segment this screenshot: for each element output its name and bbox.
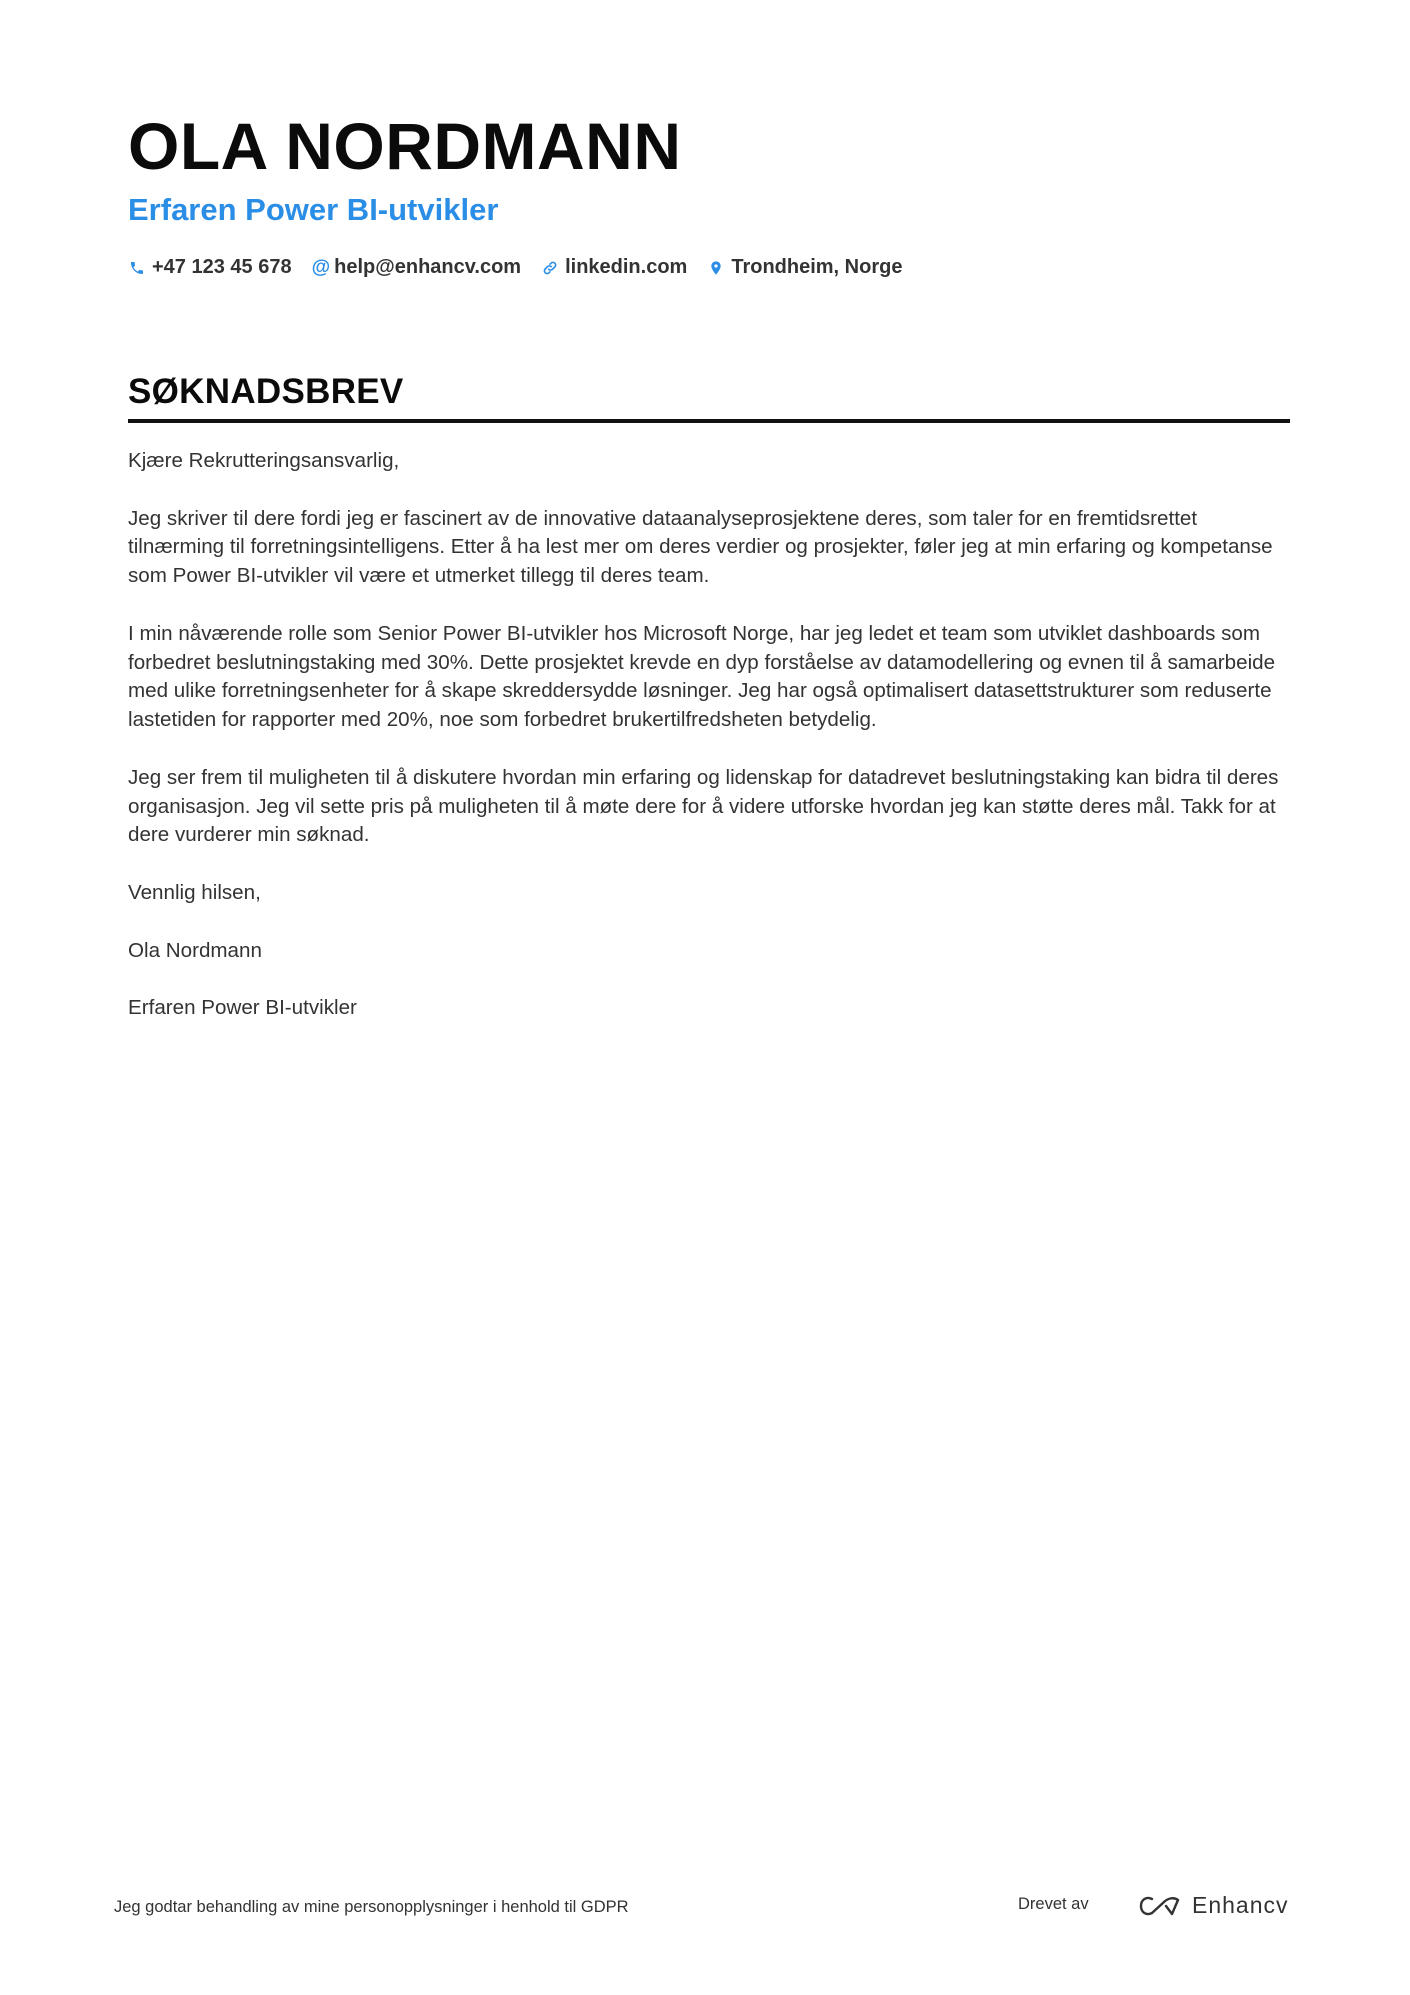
location-text: Trondheim, Norge	[731, 256, 903, 278]
email-text[interactable]: help@enhancv.com	[334, 256, 522, 278]
enhancv-logo-text: Enhancv	[1192, 1892, 1289, 1918]
phone-icon	[128, 259, 146, 277]
candidate-title: Erfaren Power BI-utvikler	[128, 192, 499, 227]
gdpr-consent-text: Jeg godtar behandling av mine personopplysninger i henhold til GDPR	[114, 1898, 629, 1916]
phone-text: +47 123 45 678	[152, 256, 292, 278]
contact-email[interactable]	[312, 256, 521, 279]
linkedin-text[interactable]: linkedin.com	[565, 256, 688, 278]
contact-linkedin[interactable]	[541, 256, 687, 279]
page-footer	[114, 1892, 1290, 1928]
signature-title: Erfaren Power BI-utvikler	[128, 996, 357, 1020]
enhancv-logo-icon	[1138, 1893, 1184, 1919]
map-pin-icon	[707, 259, 725, 277]
letter-closing: Vennlig hilsen,	[128, 880, 261, 904]
link-icon	[541, 259, 559, 277]
contact-phone	[128, 256, 292, 279]
letter-paragraph: Jeg skriver til dere fordi jeg er fascinert av de innovative dataanalyseprosjektene deres, som taler for en fremtidsrettet tilnærming til forretningsintelligens. Etter å ha lest mer om deres verdier og prosjekter, føler jeg at min erfaring og kompetanse som Power BI-utvikler vil være et utmerket tillegg til deres team.	[128, 506, 1273, 588]
letter-paragraph: Jeg ser frem til muligheten til å diskutere hvordan min erfaring og lidenskap for datadrevet beslutningstaking kan bidra til deres organisasjon. Jeg vil sette pris på muligheten til å møte dere for å videre utforske hvordan jeg kan støtte deres mål. Takk for at dere vurderer min søknad.	[128, 765, 1279, 847]
letter-greeting: Kjære Rekrutteringsansvarlig,	[128, 449, 400, 472]
candidate-name: OLA NORDMANN	[128, 109, 682, 183]
letter-body	[128, 447, 1290, 1023]
cover-letter-page	[128, 108, 1290, 1052]
signature-name: Ola Nordmann	[128, 938, 262, 962]
contact-location	[707, 256, 902, 279]
contact-bar	[128, 256, 1290, 279]
letter-paragraph: I min nåværende rolle som Senior Power BI-utvikler hos Microsoft Norge, har jeg ledet et team som utviklet dashboards som forbedret beslutningstaking med 30%. Dette prosjektet krevde en dyp forståelse av datamodellering og evnen til å samarbeide med ulike forretningsenheter for å skape skreddersydde løsninger. Jeg har også optimalisert datasettstrukturer som reduserte lastetiden for rapporter med 20%, noe som forbedret brukertilfredsheten betydelig.	[128, 621, 1276, 732]
powered-by-text: Drevet av	[1018, 1895, 1089, 1913]
at-icon: @	[311, 256, 331, 278]
section-divider	[128, 419, 1290, 423]
section-title: SØKNADSBREV	[128, 372, 404, 411]
enhancv-logo[interactable]	[1138, 1892, 1289, 1919]
